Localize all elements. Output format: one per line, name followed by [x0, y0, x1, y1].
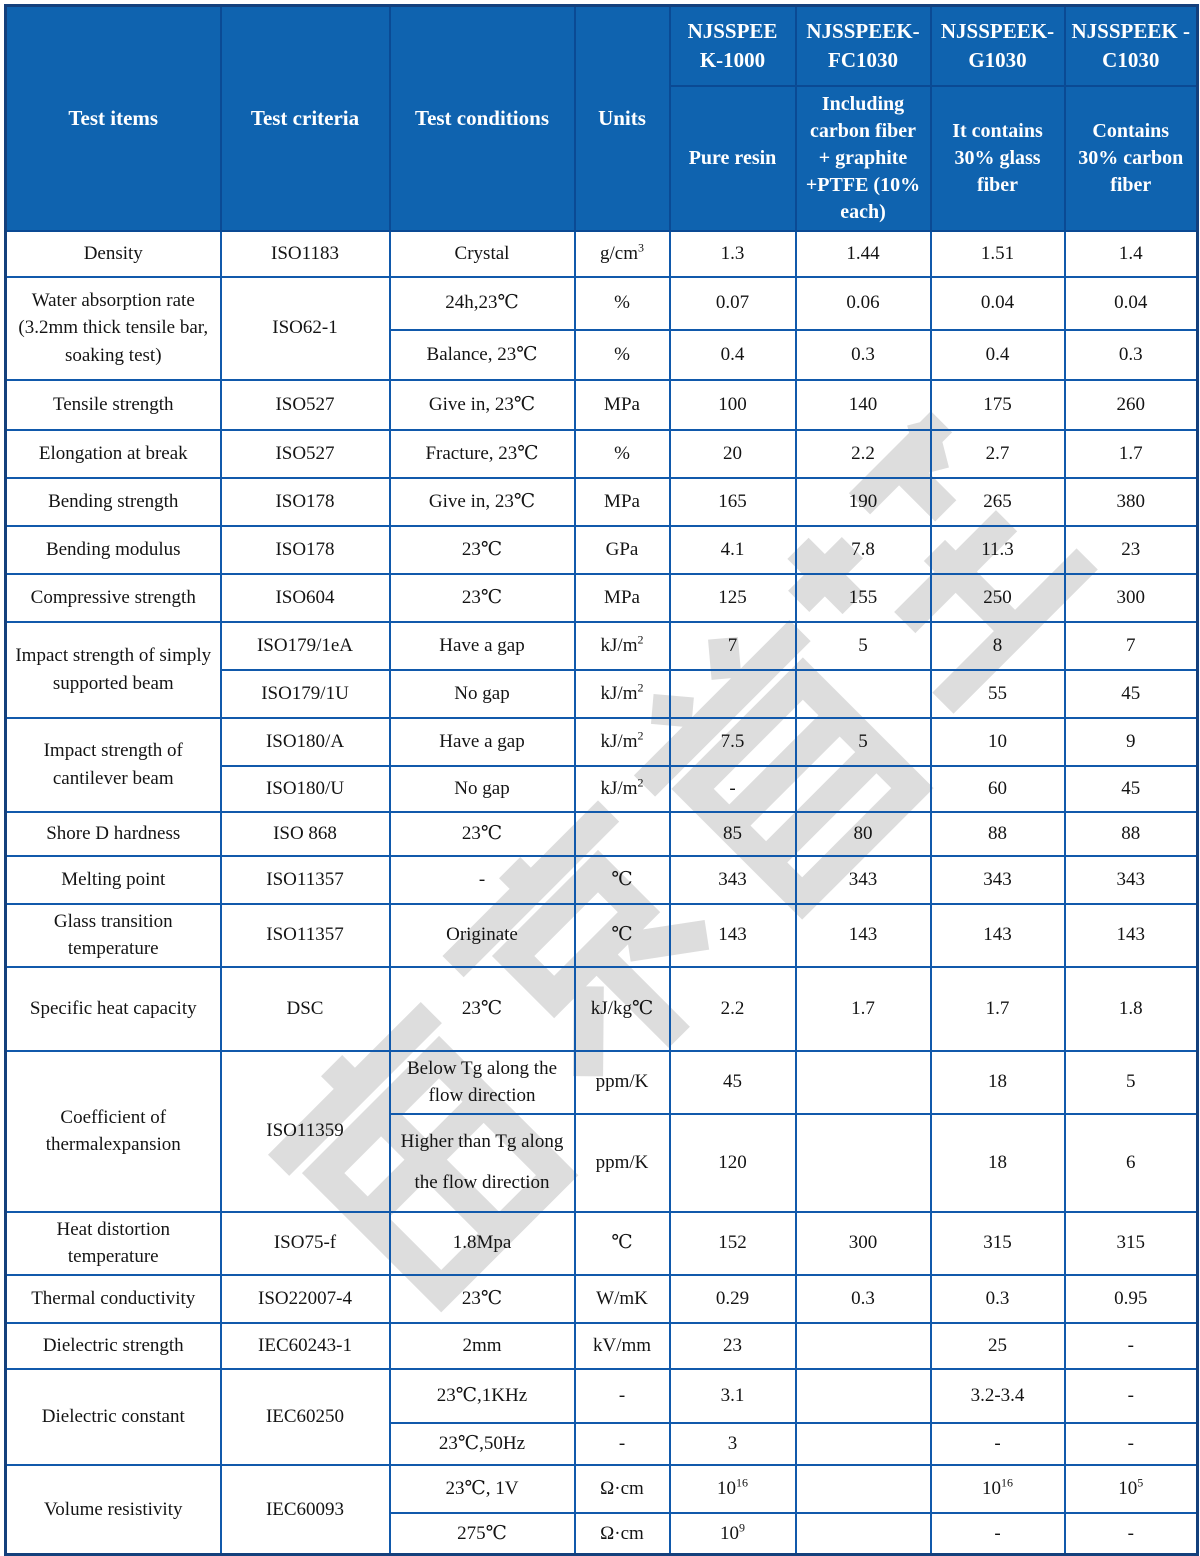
table-cell: ISO180/U — [221, 766, 390, 812]
table-cell: 7.5 — [670, 718, 796, 766]
table-cell: 2.7 — [931, 430, 1065, 478]
table-cell: $10^5$ — [1065, 1465, 1198, 1513]
table-cell: kJ/kg℃ — [575, 967, 670, 1051]
table-cell: 343 — [1065, 856, 1198, 904]
table-cell: 0.04 — [1065, 277, 1198, 330]
table-cell — [670, 670, 796, 718]
table-cell: ℃ — [575, 1212, 670, 1275]
col-header-test-items: Test items — [6, 6, 221, 231]
table-cell — [796, 1369, 931, 1423]
row-label: Dielectric constant — [6, 1369, 221, 1465]
table-cell: - — [931, 1423, 1065, 1465]
table-cell: % — [575, 277, 670, 330]
row-label: Density — [6, 231, 221, 277]
table-cell: Have a gap — [390, 718, 575, 766]
table-cell: 8 — [931, 622, 1065, 670]
table-cell: 5 — [796, 718, 931, 766]
table-cell: 143 — [670, 904, 796, 967]
table-cell: 190 — [796, 478, 931, 526]
row-label: Heat distortion temperature — [6, 1212, 221, 1275]
table-cell: $kJ/m^2$ — [575, 766, 670, 812]
table-cell: 1.4 — [1065, 231, 1198, 277]
table-cell: ℃ — [575, 904, 670, 967]
table-cell: 3.1 — [670, 1369, 796, 1423]
table-cell: $kJ/m^2$ — [575, 718, 670, 766]
table-row — [6, 430, 1198, 478]
table-cell: 2.2 — [796, 430, 931, 478]
table-cell: 18 — [931, 1051, 1065, 1114]
table-cell: 143 — [796, 904, 931, 967]
table-cell: 23℃,1KHz — [390, 1369, 575, 1423]
table-cell: Originate — [390, 904, 575, 967]
table-cell: 1.51 — [931, 231, 1065, 277]
row-label: Compressive strength — [6, 574, 221, 622]
col-header-product-g1030: NJSSPEEK-G1030 — [931, 6, 1065, 86]
table-cell: Have a gap — [390, 622, 575, 670]
table-cell: W/mK — [575, 1275, 670, 1323]
table-cell: Ω·cm — [575, 1513, 670, 1555]
table-row — [6, 231, 1198, 277]
col-header-product-k1000: NJSSPEE K-1000 — [670, 6, 796, 86]
table-cell: 85 — [670, 812, 796, 856]
spec-table — [4, 4, 1199, 1556]
table-cell: 23 — [1065, 526, 1198, 574]
table-cell: 0.4 — [931, 330, 1065, 380]
table-cell: ISO11357 — [221, 904, 390, 967]
table-body — [6, 231, 1198, 1555]
table-cell: 0.29 — [670, 1275, 796, 1323]
table-row — [6, 380, 1198, 430]
table-cell: DSC — [221, 967, 390, 1051]
table-cell: 1.44 — [796, 231, 931, 277]
table-cell: ISO527 — [221, 430, 390, 478]
table-cell: % — [575, 430, 670, 478]
table-cell: ISO180/A — [221, 718, 390, 766]
table-cell: ISO178 — [221, 526, 390, 574]
table-cell: 1.8Mpa — [390, 1212, 575, 1275]
table-cell: - — [670, 766, 796, 812]
table-cell: GPa — [575, 526, 670, 574]
table-cell — [796, 766, 931, 812]
table-row — [6, 1051, 1198, 1114]
table-cell: - — [1065, 1369, 1198, 1423]
table-cell: 24h,23℃ — [390, 277, 575, 330]
table-cell: 25 — [931, 1323, 1065, 1369]
table-cell: ISO604 — [221, 574, 390, 622]
table-cell: 0.3 — [931, 1275, 1065, 1323]
table-cell: 1.3 — [670, 231, 796, 277]
table-cell: 23℃ — [390, 812, 575, 856]
col-header-product-fc1030: NJSSPEEK-FC1030 — [796, 6, 931, 86]
table-cell: 0.07 — [670, 277, 796, 330]
table-cell: Below Tg along the flow direction — [390, 1051, 575, 1114]
table-cell: 20 — [670, 430, 796, 478]
col-header-test-conditions: Test conditions — [390, 6, 575, 231]
table-cell: 315 — [1065, 1212, 1198, 1275]
page — [0, 4, 1200, 1544]
table-row — [6, 812, 1198, 856]
table-cell: ISO527 — [221, 380, 390, 430]
table-cell: No gap — [390, 670, 575, 718]
table-cell: Give in, 23℃ — [390, 380, 575, 430]
table-row — [6, 1323, 1198, 1369]
table-cell: IEC60250 — [221, 1369, 390, 1465]
table-cell: 2.2 — [670, 967, 796, 1051]
table-row — [6, 574, 1198, 622]
table-cell: - — [575, 1423, 670, 1465]
table-cell: 1.8 — [1065, 967, 1198, 1051]
table-cell: 23℃ — [390, 526, 575, 574]
table-cell: $kJ/m^2$ — [575, 670, 670, 718]
table-cell — [796, 1513, 931, 1555]
table-cell: 9 — [1065, 718, 1198, 766]
table-cell: 3.2-3.4 — [931, 1369, 1065, 1423]
table-cell — [796, 1423, 931, 1465]
table-cell: ISO 868 — [221, 812, 390, 856]
table-cell: No gap — [390, 766, 575, 812]
table-header — [6, 6, 1198, 231]
table-row — [6, 478, 1198, 526]
table-cell: 0.4 — [670, 330, 796, 380]
product-desc-fc1030: Including carbon fiber + graphite +PTFE (10% each) — [796, 86, 931, 231]
row-label: Coefficient of thermalexpansion — [6, 1051, 221, 1212]
table-cell: 5 — [1065, 1051, 1198, 1114]
table-cell: 4.1 — [670, 526, 796, 574]
table-cell: $g/cm^3$ — [575, 231, 670, 277]
table-cell: 1.7 — [1065, 430, 1198, 478]
table-cell: 260 — [1065, 380, 1198, 430]
table-cell: Ω·cm — [575, 1465, 670, 1513]
table-cell: 1.7 — [796, 967, 931, 1051]
table-cell: 315 — [931, 1212, 1065, 1275]
table-cell: 5 — [796, 622, 931, 670]
table-cell: ISO62-1 — [221, 277, 390, 380]
table-row — [6, 904, 1198, 967]
product-desc-c1030: Contains 30% carbon fiber — [1065, 86, 1198, 231]
table-cell: ISO1183 — [221, 231, 390, 277]
row-label: Melting point — [6, 856, 221, 904]
table-cell: 3 — [670, 1423, 796, 1465]
table-cell: 155 — [796, 574, 931, 622]
row-label: Tensile strength — [6, 380, 221, 430]
table-cell: 23℃,50Hz — [390, 1423, 575, 1465]
table-cell: 0.06 — [796, 277, 931, 330]
row-label: Elongation at break — [6, 430, 221, 478]
table-cell — [796, 670, 931, 718]
table-cell: 0.3 — [1065, 330, 1198, 380]
table-cell: - — [931, 1513, 1065, 1555]
table-cell: ISO179/1eA — [221, 622, 390, 670]
table-cell: $10^{16}$ — [670, 1465, 796, 1513]
table-row — [6, 967, 1198, 1051]
table-cell: 343 — [670, 856, 796, 904]
table-cell: 45 — [1065, 766, 1198, 812]
row-label: Impact strength of simply supported beam — [6, 622, 221, 718]
table-cell: 343 — [931, 856, 1065, 904]
col-header-units: Units — [575, 6, 670, 231]
table-cell: - — [1065, 1423, 1198, 1465]
table-cell: 165 — [670, 478, 796, 526]
table-row — [6, 1369, 1198, 1423]
table-cell: 7 — [670, 622, 796, 670]
table-row — [6, 526, 1198, 574]
table-row — [6, 856, 1198, 904]
table-cell: 45 — [1065, 670, 1198, 718]
table-row — [6, 622, 1198, 670]
col-header-product-c1030: NJSSPEEK -C1030 — [1065, 6, 1198, 86]
table-cell: ppm/K — [575, 1114, 670, 1212]
table-cell: Crystal — [390, 231, 575, 277]
table-cell: 300 — [796, 1212, 931, 1275]
table-row — [6, 1275, 1198, 1323]
table-cell: 143 — [931, 904, 1065, 967]
table-cell: 23℃ — [390, 967, 575, 1051]
table-cell: Give in, 23℃ — [390, 478, 575, 526]
table-cell: IEC60093 — [221, 1465, 390, 1555]
table-cell: ISO75-f — [221, 1212, 390, 1275]
table-cell: 60 — [931, 766, 1065, 812]
table-cell: 23℃, 1V — [390, 1465, 575, 1513]
table-row — [6, 1465, 1198, 1513]
table-cell: ISO11359 — [221, 1051, 390, 1212]
table-cell: 80 — [796, 812, 931, 856]
table-cell: ISO178 — [221, 478, 390, 526]
table-cell — [796, 1114, 931, 1212]
table-cell: 140 — [796, 380, 931, 430]
row-label: Thermal conductivity — [6, 1275, 221, 1323]
table-cell — [575, 812, 670, 856]
table-cell: % — [575, 330, 670, 380]
table-cell: - — [1065, 1323, 1198, 1369]
table-cell: 100 — [670, 380, 796, 430]
table-cell: - — [1065, 1513, 1198, 1555]
table-cell: 152 — [670, 1212, 796, 1275]
row-label: Dielectric strength — [6, 1323, 221, 1369]
table-cell: - — [575, 1369, 670, 1423]
table-cell: kV/mm — [575, 1323, 670, 1369]
table-cell: 143 — [1065, 904, 1198, 967]
table-cell: 7 — [1065, 622, 1198, 670]
table-cell — [796, 1051, 931, 1114]
table-cell: ISO11357 — [221, 856, 390, 904]
table-cell: $10^{16}$ — [931, 1465, 1065, 1513]
table-cell: 88 — [931, 812, 1065, 856]
row-label: Bending strength — [6, 478, 221, 526]
table-cell: 250 — [931, 574, 1065, 622]
table-cell: 380 — [1065, 478, 1198, 526]
table-cell: 18 — [931, 1114, 1065, 1212]
table-cell: - — [390, 856, 575, 904]
table-cell: 23℃ — [390, 1275, 575, 1323]
table-cell: MPa — [575, 478, 670, 526]
table-cell: MPa — [575, 380, 670, 430]
table-cell: 125 — [670, 574, 796, 622]
table-cell: ℃ — [575, 856, 670, 904]
table-cell: 0.3 — [796, 330, 931, 380]
table-row — [6, 718, 1198, 766]
table-cell: IEC60243-1 — [221, 1323, 390, 1369]
table-cell: 10 — [931, 718, 1065, 766]
table-cell — [796, 1323, 931, 1369]
table-cell: ISO22007-4 — [221, 1275, 390, 1323]
product-desc-g1030: It contains 30% glass fiber — [931, 86, 1065, 231]
table-cell: ISO179/1U — [221, 670, 390, 718]
row-label: Water absorption rate (3.2mm thick tensile bar, soaking test) — [6, 277, 221, 380]
table-cell — [796, 1465, 931, 1513]
table-cell: ppm/K — [575, 1051, 670, 1114]
table-cell: 1.7 — [931, 967, 1065, 1051]
table-cell: $kJ/m^2$ — [575, 622, 670, 670]
table-cell: 275℃ — [390, 1513, 575, 1555]
table-cell: 120 — [670, 1114, 796, 1212]
table-cell: 45 — [670, 1051, 796, 1114]
table-cell: 2mm — [390, 1323, 575, 1369]
table-cell: 300 — [1065, 574, 1198, 622]
table-cell: 343 — [796, 856, 931, 904]
table-cell: $10^9$ — [670, 1513, 796, 1555]
table-cell: 7.8 — [796, 526, 931, 574]
row-label: Volume resistivity — [6, 1465, 221, 1555]
table-cell: Higher than Tg along the flow direction — [390, 1114, 575, 1212]
table-row — [6, 1212, 1198, 1275]
table-cell: 0.04 — [931, 277, 1065, 330]
row-label: Specific heat capacity — [6, 967, 221, 1051]
col-header-test-criteria: Test criteria — [221, 6, 390, 231]
table-cell: Balance, 23℃ — [390, 330, 575, 380]
row-label: Shore D hardness — [6, 812, 221, 856]
row-label: Bending modulus — [6, 526, 221, 574]
row-label: Impact strength of cantilever beam — [6, 718, 221, 812]
table-cell: 6 — [1065, 1114, 1198, 1212]
table-cell: 11.3 — [931, 526, 1065, 574]
table-cell: 175 — [931, 380, 1065, 430]
table-row — [6, 277, 1198, 330]
table-cell: 0.95 — [1065, 1275, 1198, 1323]
product-desc-k1000: Pure resin — [670, 86, 796, 231]
table-cell: 265 — [931, 478, 1065, 526]
table-cell: MPa — [575, 574, 670, 622]
table-cell: 88 — [1065, 812, 1198, 856]
table-cell: 23 — [670, 1323, 796, 1369]
row-label: Glass transition temperature — [6, 904, 221, 967]
table-cell: Fracture, 23℃ — [390, 430, 575, 478]
table-cell: 0.3 — [796, 1275, 931, 1323]
table-cell: 23℃ — [390, 574, 575, 622]
table-cell: 55 — [931, 670, 1065, 718]
header-row-products — [6, 6, 1198, 86]
